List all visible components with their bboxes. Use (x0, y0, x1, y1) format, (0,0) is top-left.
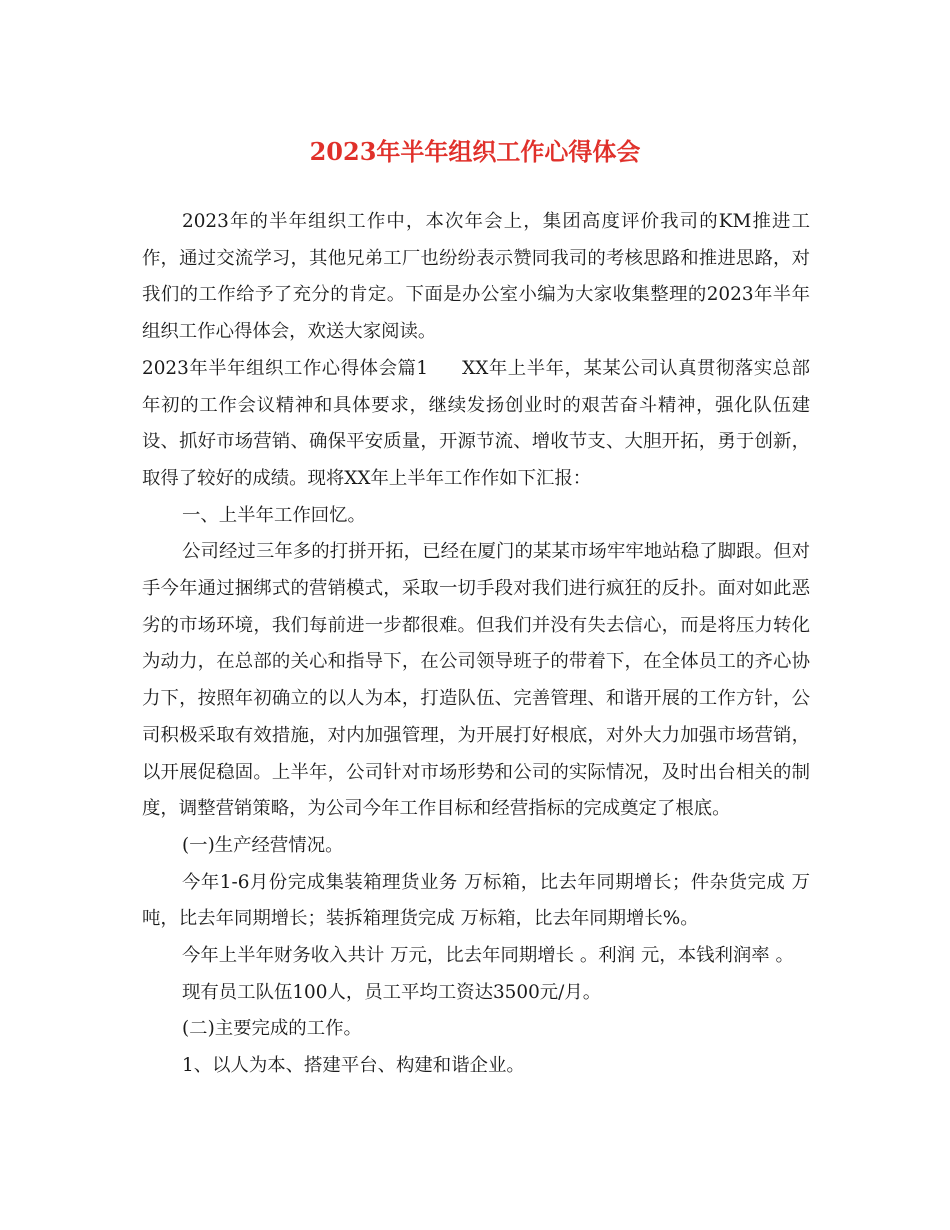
intro-paragraph: 2023年的半年组织工作中，本次年会上，集团高度评价我司的KM推进工作，通过交流学习，其他兄弟工厂也纷纷表示赞同我司的考核思路和推进思路，对我们的工作给予了充分的肯定。下面是办公室小编为大家收集整理的2023年半年组织工作心得体会，欢送大家阅读。 (142, 211, 810, 343)
production-paragraph: 今年1-6月份完成集装箱理货业务 万标箱，比去年同期增长；件杂货完成 万吨，比去年同期增长；装拆箱理货完成 万标箱，比去年同期增长%。 (142, 871, 810, 930)
review-paragraph: 公司经过三年多的打拼开拓，已经在厦门的某某市场牢牢地站稳了脚跟。但对手今年通过捆绑式的营销模式，采取一切手段对我们进行疯狂的反扑。面对如此恶劣的市场环境，我们每前进一步都很难。但我们并没有失去信心，而是将压力转化为动力，在总部的关心和指导下，在公司领导班子的带着下，在全体员工的齐心协力下，按照年初确立的以人为本，打造队伍、完善管理、和谐开展的工作方针，公司积极采取有效措施，对内加强管理，为开展打好根底，对外大力加强市场营销，以开展促稳固。上半年，公司针对市场形势和公司的实际情况，及时出台相关的制度，调整营销策略，为公司今年工作目标和经营指标的完成奠定了根底。 (142, 541, 810, 820)
section-heading: 2023年半年组织工作心得体会篇1 (142, 357, 429, 379)
document-title: 2023年半年组织工作心得体会 (309, 137, 641, 166)
heading-review: 一、上半年工作回忆。 (182, 504, 366, 526)
section-intro-text: XX年上半年，某某公司认真贯彻落实总部年初的工作会议精神和具体要求，继续发扬创业时的艰苦奋斗精神，强化队伍建设、抓好市场营销、确保平安质量，开源节流、增收节支、大胆开拓，勇于创新，取得了较好的成绩。现将XX年上半年工作作如下汇报： (142, 357, 811, 489)
document-body (142, 204, 810, 1085)
heading-production: (一)生产经营情况。 (182, 834, 344, 856)
staff-paragraph: 现有员工队伍100人，员工平均工资达3500元/月。 (182, 981, 602, 1003)
item-one: 1、以人为本、搭建平台、构建和谐企业。 (182, 1055, 525, 1077)
heading-main-work: (二)主要完成的工作。 (182, 1018, 362, 1040)
section-paragraph (142, 351, 810, 498)
finance-paragraph: 今年上半年财务收入共计 万元，比去年同期增长 。利润 元，本钱利润率 。 (182, 945, 794, 967)
